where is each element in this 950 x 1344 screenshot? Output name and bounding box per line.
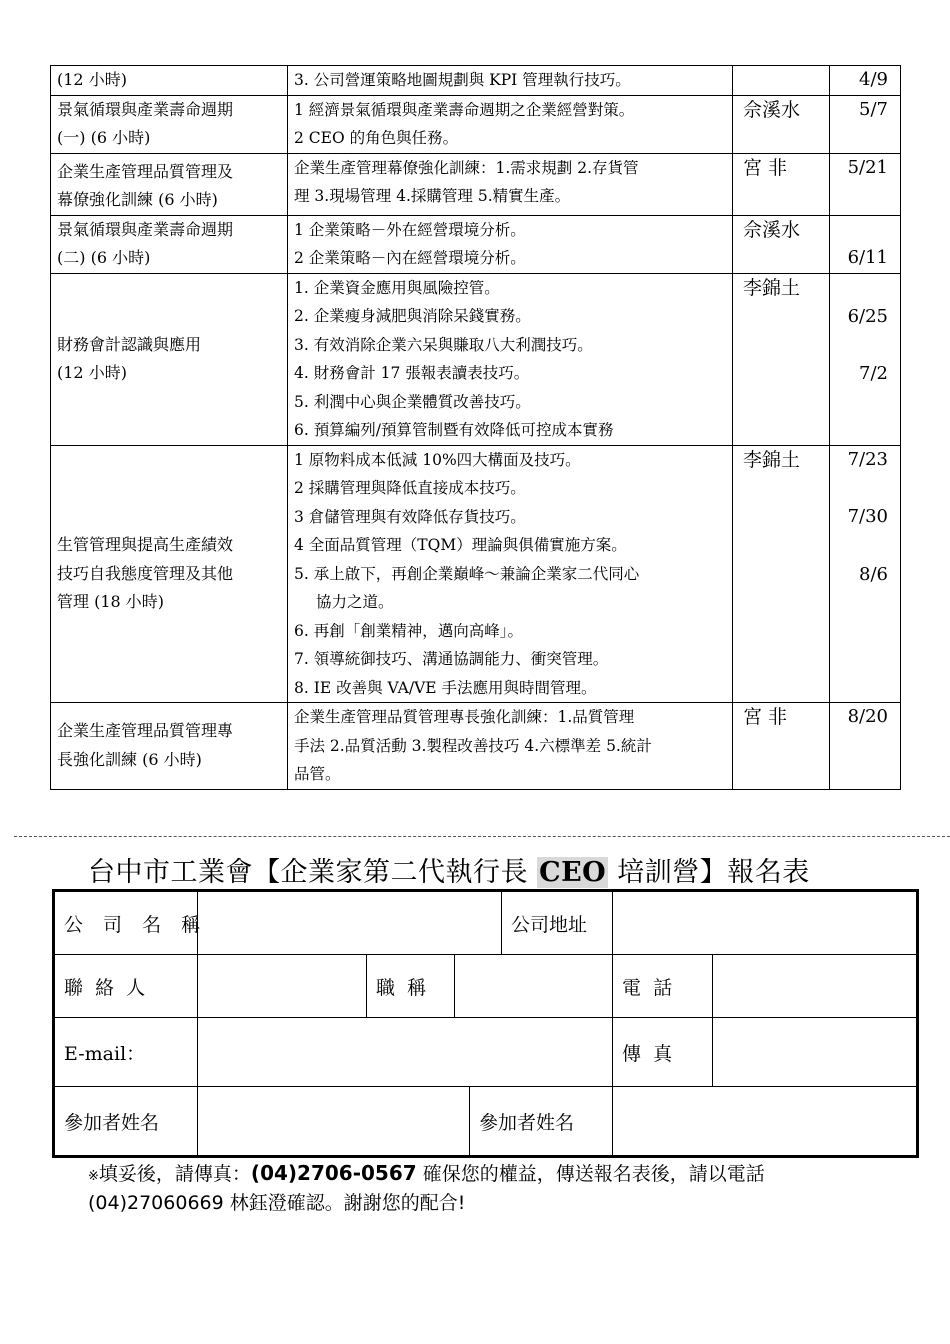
course-schedule-table [50,65,901,790]
course-topic: 景氣循環與產業壽命週期 (二) (6 小時) [51,215,288,273]
course-row [51,445,901,703]
fax-number: (04)2706-0567 [250,1161,417,1185]
phone-field[interactable] [713,955,918,1018]
fax-field[interactable] [713,1018,918,1087]
course-date: 5/21 [830,153,901,215]
fax-label: 傳 真 [613,1018,713,1087]
course-content: 1 經濟景氣循環與產業壽命週期之企業經營對策。 2 CEO 的角色與任務。 [288,95,733,153]
phone-label: 電 話 [613,955,713,1018]
course-content: 3. 公司營運策略地圖規劃與 KPI 管理執行技巧。 [288,66,733,96]
email-label: E-mail： [54,1018,198,1087]
course-teacher: 李錦土 [733,273,830,445]
job-title-field[interactable] [455,955,613,1018]
course-content: 企業生產管理品質管理專長強化訓練：1.品質管理 手法 2.品質活動 3.製程改善技巧 4.六標準差 5.統計 品管。 [288,703,733,790]
course-teacher: 宮 非 [733,703,830,790]
course-teacher: 佘溪水 [733,95,830,153]
course-date: 5/7 [830,95,901,153]
course-topic: 企業生產管理品質管理及 幕僚強化訓練 (6 小時) [51,153,288,215]
form-title: 台中市工業會【企業家第二代執行長 CEO 培訓營】報名表 [88,857,810,888]
contact-label: 聯 絡 人 [54,955,198,1018]
fax-instruction-note: ※填妥後，請傳真：(04)2706-0567 確保您的權益，傳送報名表後，請以電話(04)27060669 林鈺澄確認。謝謝您的配合! [88,1161,765,1214]
course-row [51,66,901,96]
course-content: 1. 企業資金應用與風險控管。 2. 企業瘦身減肥與消除呆錢實務。 3. 有效消除企業六呆與賺取八大利潤技巧。 4. 財務會計 17 張報表讀表技巧。 5. 利潤中心與企業體質改善技巧。 6. 預算編列/預算管制暨有效降低可控成本實務 [288,273,733,445]
company-address-label: 公司地址 [502,891,613,955]
course-teacher [733,66,830,96]
job-title-label: 職 稱 [367,955,455,1018]
participant-name-field[interactable] [613,1087,918,1157]
course-row [51,95,901,153]
course-content: 企業生產管理幕僚強化訓練：1.需求規劃 2.存貨管 理 3.現場管理 4.採購管理 5.精實生產。 [288,153,733,215]
participant-label: 參加者姓名 [470,1087,613,1157]
company-address-field[interactable] [613,891,918,955]
course-date: 8/20 [830,703,901,790]
course-content: 1 原物料成本低減 10%四大構面及技巧。 2 採購管理與降低直接成本技巧。 3 倉儲管理與有效降低存貨技巧。 4 全面品質管理（TQM）理論與俱備實施方案。 5. 承上啟下，再創企業巔峰～兼論企業家二代同心 協力之道。 6. 再創「創業精神，邁向高峰」。 7. 領導統御技巧、溝通協調能力、衝突管理。 8. IE 改善與 VA/VE 手法應用與時間管理。 [288,445,733,703]
course-row [51,153,901,215]
course-date: 4/9 [830,66,901,96]
course-row [51,215,901,273]
contact-field[interactable] [198,955,367,1018]
course-date: 6/25 7/2 [830,273,901,445]
course-teacher: 佘溪水 [733,215,830,273]
email-field[interactable] [198,1018,613,1087]
dashed-separator [14,836,950,837]
course-topic: 生管管理與提高生產績效 技巧自我態度管理及其他 管理 (18 小時) [51,445,288,703]
course-row [51,703,901,790]
course-date: 6/11 [830,215,901,273]
course-topic: 財務會計認識與應用 (12 小時) [51,273,288,445]
participant-label: 參加者姓名 [54,1087,198,1157]
course-teacher: 宮 非 [733,153,830,215]
registration-form [52,889,919,1158]
course-topic: 景氣循環與產業壽命週期 (一) (6 小時) [51,95,288,153]
company-name-field[interactable] [198,891,502,955]
participant-name-field[interactable] [198,1087,470,1157]
company-name-label: 公 司 名 稱 [54,891,198,955]
course-content: 1 企業策略－外在經營環境分析。 2 企業策略－內在經營環境分析。 [288,215,733,273]
course-row [51,273,901,445]
course-teacher: 李錦土 [733,445,830,703]
course-date: 7/23 7/30 8/6 [830,445,901,703]
reference-mark: ※ [88,1169,99,1184]
ceo-highlight: CEO [539,857,607,888]
course-topic: (12 小時) [51,66,288,96]
course-topic: 企業生產管理品質管理專 長強化訓練 (6 小時) [51,703,288,790]
